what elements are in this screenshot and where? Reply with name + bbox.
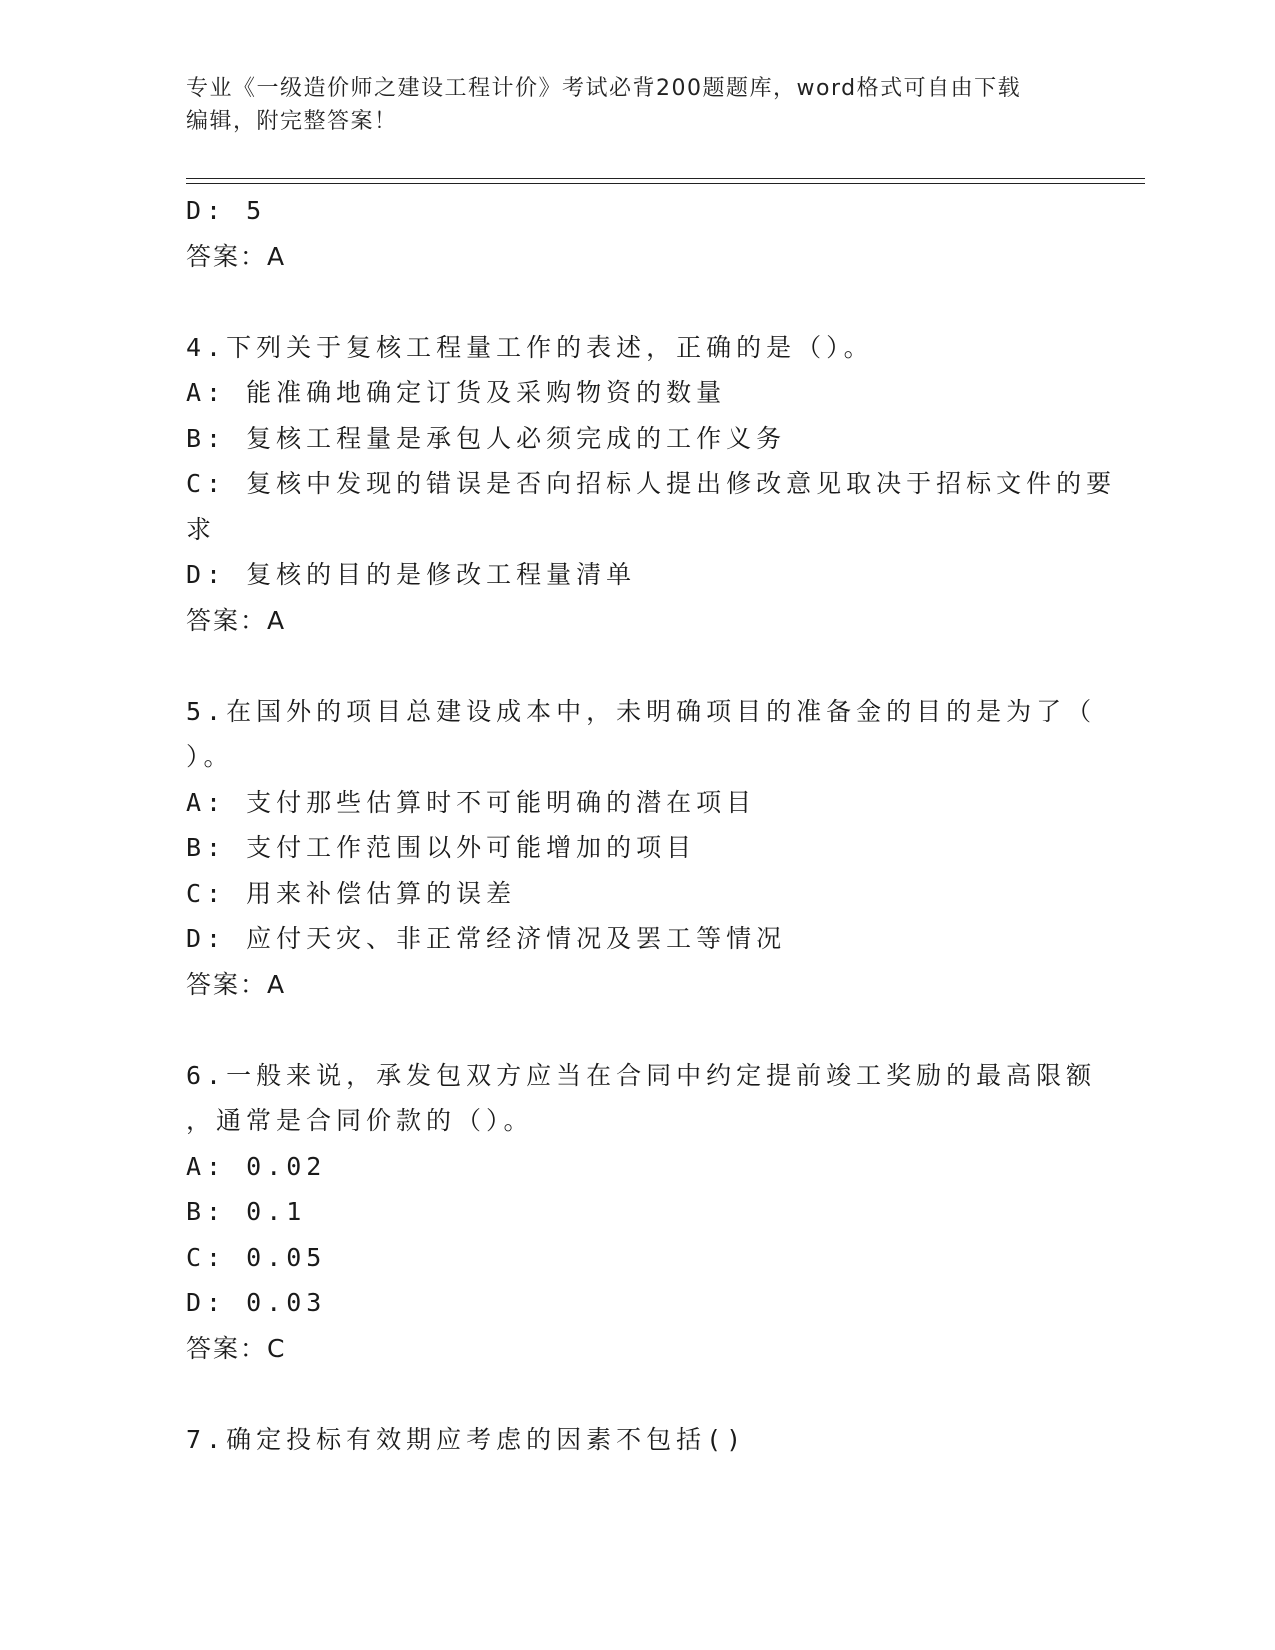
option-a: A: 支付那些估算时不可能明确的潜在项目: [186, 787, 757, 817]
header-title-line-2: 编辑，附完整答案！: [186, 109, 398, 134]
spacer: [186, 279, 1086, 325]
question-7: [186, 1417, 1086, 1463]
question-5: [186, 689, 1097, 1008]
option-b: B: 0.1: [186, 1197, 307, 1226]
header-title-line-1: 专业《一级造价师之建设工程计价》考试必背200题题库，word格式可自由下载: [186, 76, 1022, 101]
answer: 答案：A: [186, 241, 287, 271]
question-6: [186, 1053, 1097, 1372]
option-a: A: 能准确地确定订货及采购物资的数量: [186, 378, 727, 407]
spacer: [186, 1371, 1086, 1417]
document-body: [186, 188, 1117, 1462]
option-c: C: 用来补偿估算的误差: [186, 878, 517, 908]
question-text: 4.下列关于复核工程量工作的表述，正确的是（）。: [186, 332, 874, 362]
question-text-line-2: ）。: [186, 742, 234, 771]
option-c-line-2: 求: [186, 514, 217, 544]
answer: 答案：A: [186, 605, 287, 635]
option-c: C: 0.05: [186, 1242, 327, 1272]
question-3-tail: [186, 188, 1086, 279]
header-divider-bottom: [186, 183, 1145, 184]
question-text-line-2: ，通常是合同价款的（）。: [186, 1106, 534, 1135]
question-4: [186, 325, 1117, 644]
option-a: A: 0.02: [186, 1151, 327, 1181]
question-text-line-1: 6.一般来说，承发包双方应当在合同中约定提前竣工奖励的最高限额: [186, 1060, 1097, 1090]
question-text: 7.确定投标有效期应考虑的因素不包括(): [186, 1424, 747, 1454]
spacer: [186, 1007, 1086, 1053]
header-divider-top: [186, 178, 1145, 179]
question-text-line-1: 5.在国外的项目总建设成本中，未明确项目的准备金的目的是为了（: [186, 696, 1097, 726]
option-d: D: 0.03: [186, 1288, 327, 1317]
spacer: [186, 643, 1086, 689]
option-b: B: 复核工程量是承包人必须完成的工作义务: [186, 423, 787, 453]
option-c-line-1: C: 复核中发现的错误是否向招标人提出修改意见取决于招标文件的要: [186, 469, 1117, 498]
option-d: D: 应付天灾、非正常经济情况及罢工等情况: [186, 924, 787, 953]
answer: 答案：A: [186, 969, 287, 999]
option-d: D: 复核的目的是修改工程量清单: [186, 560, 637, 589]
option-b: B: 支付工作范围以外可能增加的项目: [186, 833, 697, 862]
answer: 答案：C: [186, 1333, 287, 1363]
page-header: [186, 72, 1086, 138]
option-d: D: 5: [186, 196, 267, 225]
